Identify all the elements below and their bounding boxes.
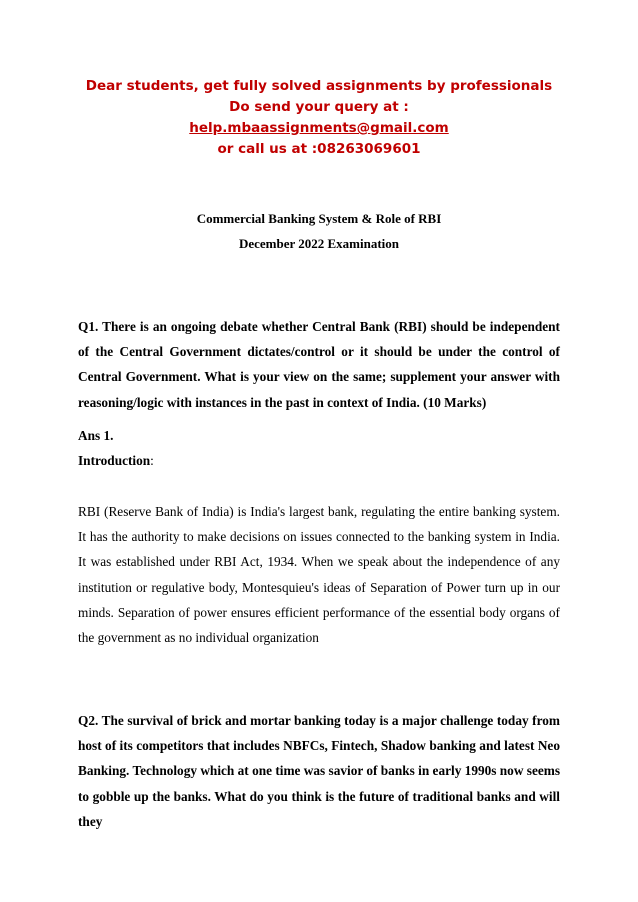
- exam-header: [0, 206, 638, 256]
- question-1: Q1. There is an ongoing debate whether Central Bank (RBI) should be independent of the Central Government dictates/control or it should be under the control of Central Government. What is your view on the same; supplement your answer with reasoning/logic with instances in the past in context of India. (10 Marks): [78, 319, 560, 410]
- promo-query-line: Do send your query at :: [229, 99, 409, 115]
- promo-email-link[interactable]: help.mbaassignments@gmail.com: [189, 120, 449, 136]
- promo-block: [0, 76, 638, 160]
- introduction-label: Introduction: [78, 453, 151, 469]
- promo-headline: Dear students, get fully solved assignments by professionals: [85, 78, 553, 94]
- promo-phone-line: or call us at :08263069601: [217, 141, 421, 157]
- introduction-heading: [78, 448, 560, 473]
- subject-title: Commercial Banking System & Role of RBI: [196, 211, 442, 226]
- introduction-colon: :: [150, 453, 154, 469]
- exam-session: December 2022 Examination: [238, 236, 400, 251]
- answer-1-label: Ans 1.: [78, 428, 114, 443]
- answer-1-body: RBI (Reserve Bank of India) is India's largest bank, regulating the entire banking system. It has the authority to make decisions on issues connected to the banking system in India. It was established under RBI Act, 1934. When we speak about the independence of any institution or regulative body, Montesquieu's ideas of Separation of Power turn up in our minds. Separation of power ensures efficient performance of the essential body organs of the government as no individual organization: [78, 504, 560, 646]
- question-2: Q2. The survival of brick and mortar banking today is a major challenge today from host of its competitors that includes NBFCs, Fintech, Shadow banking and latest Neo Banking. Technology which at one time was savior of banks in early 1990s now seems to gobble up the banks. What do you think is the future of traditional banks and will they: [78, 713, 560, 829]
- answer-1-heading: [78, 423, 560, 473]
